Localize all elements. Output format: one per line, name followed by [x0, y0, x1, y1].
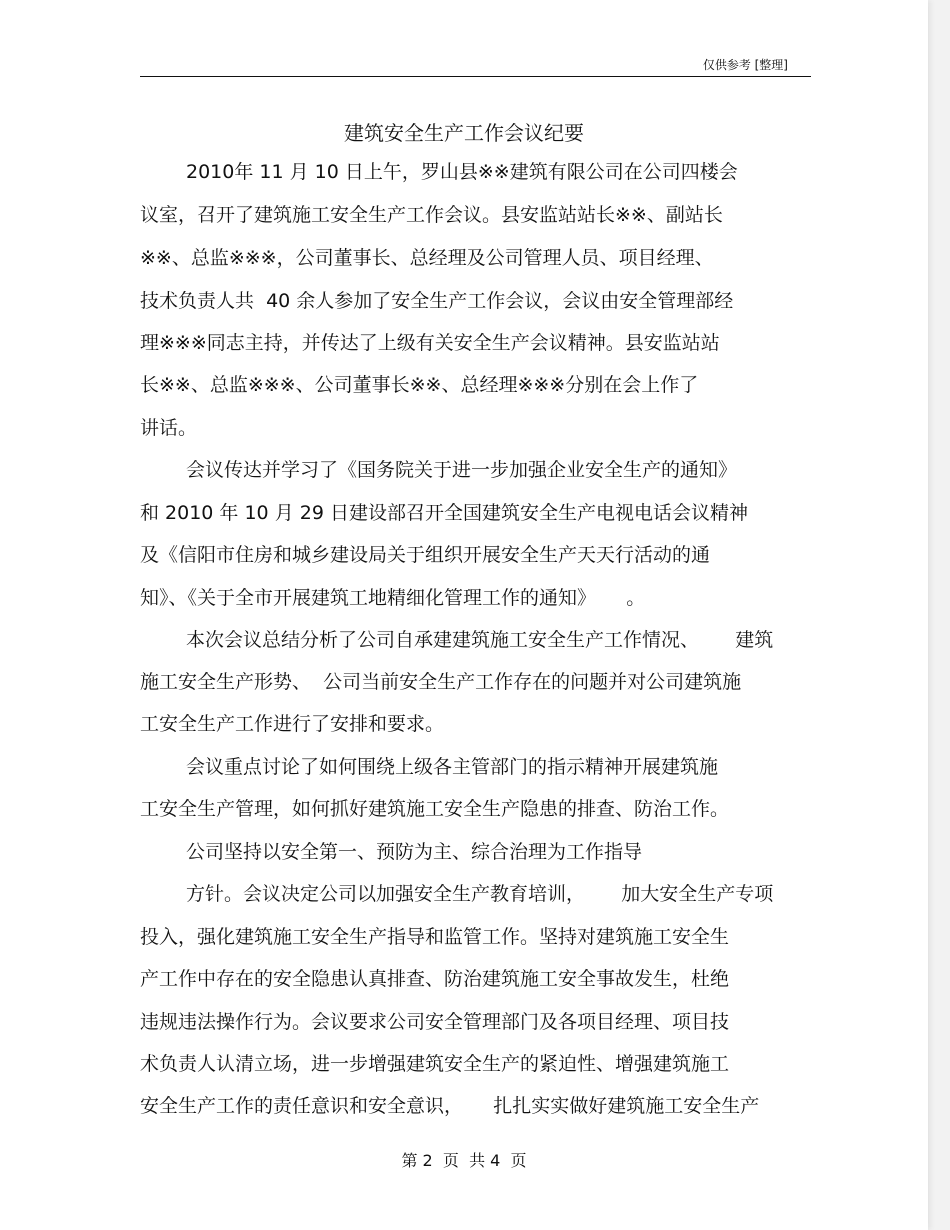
- body-line: 安全生产工作的责任意识和安全意识， 扎扎实实做好建筑施工安全生产: [140, 1095, 760, 1117]
- body-line: 长※※、总监※※※、公司董事长※※、总经理※※※分别在会上作了: [140, 374, 699, 396]
- body-line: 理※※※同志主持，并传达了上级有关安全生产会议精神。县安监站站: [140, 332, 720, 354]
- body-line: 工安全生产工作进行了安排和要求。: [140, 713, 445, 735]
- body-line: 和 2010 年 10 月 29 日建设部召开全国建筑安全生产电视电话会议精神: [140, 502, 748, 524]
- body-line: 及《信阳市住房和城乡建设局关于组织开展安全生产天天行活动的通: [140, 544, 711, 566]
- body-line: 会议传达并学习了《国务院关于进一步加强企业安全生产的通知》: [186, 459, 738, 481]
- body-line: 术负责人认清立场，进一步增强建筑安全生产的紧迫性、增强建筑施工: [140, 1053, 730, 1075]
- body-line: 公司坚持以安全第一、预防为主、综合治理为工作指导: [186, 841, 643, 863]
- body-line: 讲话。: [140, 417, 198, 439]
- page-number: 第 2 页 共 4 页: [401, 1151, 527, 1170]
- header-note: 仅供参考 [整理]: [702, 58, 788, 72]
- body-line: 2010年 11 月 10 日上午，罗山县※※建筑有限公司在公司四楼会: [186, 161, 738, 183]
- body-line: 投入，强化建筑施工安全生产指导和监管工作。坚持对建筑施工安全生: [140, 926, 730, 948]
- body-line: 知》、《关于全市开展建筑工地精细化管理工作的通知》 。: [140, 587, 646, 609]
- body-line: 技术负责人共 40 余人参加了安全生产工作会议，会议由安全管理部经: [140, 290, 734, 312]
- body-line: 施工安全生产形势、 公司当前安全生产工作存在的问题并对公司建筑施: [140, 671, 742, 693]
- body-line: 会议重点讨论了如何围绕上级各主管部门的指示精神开展建筑施: [186, 756, 719, 778]
- body-line: 产工作中存在的安全隐患认真排查、防治建筑施工安全事故发生，杜绝: [140, 968, 730, 990]
- body-line: 违规违法操作行为。会议要求公司安全管理部门及各项目经理、项目技: [140, 1011, 730, 1033]
- body-line: ※※、总监※※※，公司董事长、总经理及公司管理人员、项目经理、: [140, 247, 714, 269]
- body-line: 本次会议总结分析了公司自承建建筑施工安全生产工作情况、 建筑: [186, 629, 774, 651]
- header-divider: [140, 76, 811, 77]
- body-line: 方针。会议决定公司以加强安全生产教育培训， 加大安全生产专项: [186, 883, 774, 905]
- body-line: 工安全生产管理，如何抓好建筑施工安全生产隐患的排查、防治工作。: [140, 798, 730, 820]
- document-title: 建筑安全生产工作会议纪要: [344, 121, 584, 145]
- body-line: 议室，召开了建筑施工安全生产工作会议。县安监站站长※※、副站长: [140, 204, 723, 226]
